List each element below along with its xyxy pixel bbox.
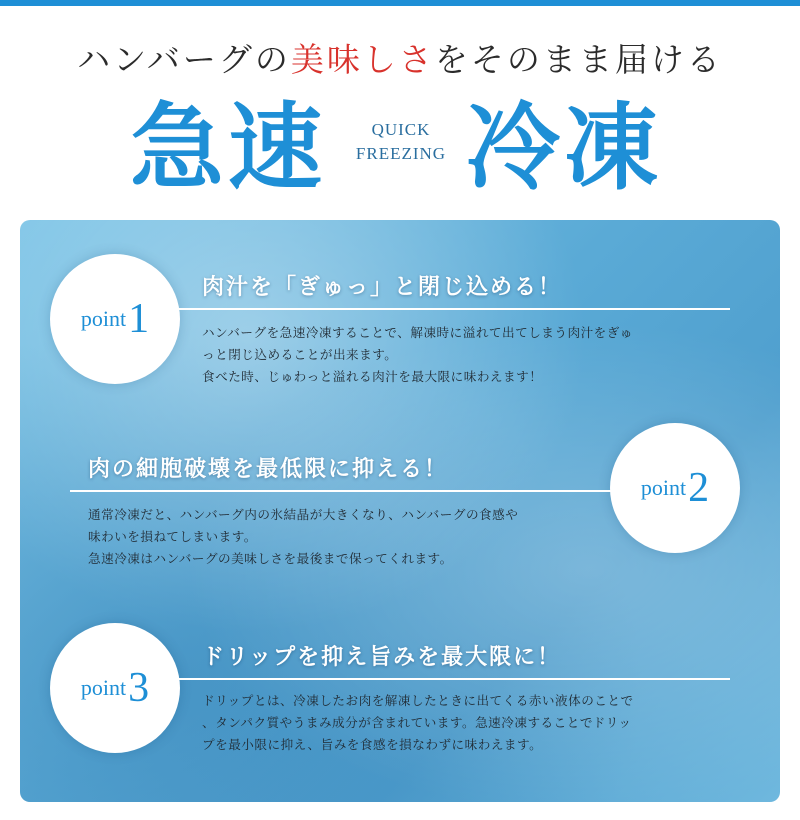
point-2-label: point	[640, 475, 687, 500]
hero-subtitle	[336, 118, 466, 166]
point-3-number: 3	[128, 665, 150, 711]
point-1-line-1: ハンバーグを急速冷凍することで、解凍時に溢れて出てしまう肉汁をぎゅ	[202, 325, 633, 340]
point-1-body	[202, 322, 633, 388]
point-3-label: point	[80, 675, 127, 700]
point-2-line-2: 味わいを損ねてしまいます。	[88, 529, 257, 544]
tagline-pre: ハンバーグの	[77, 40, 291, 79]
hero-subtitle-line2: FREEZING	[355, 144, 447, 163]
point-3-heading: ドリップを抑え旨みを最大限に！	[202, 645, 562, 670]
top-accent-bar	[0, 0, 800, 6]
tagline-accent: 美味しさ	[290, 40, 435, 79]
hero-subtitle-line1: QUICK	[371, 120, 431, 139]
point-2-number: 2	[688, 465, 710, 511]
tagline-post: をそのまま届ける	[434, 40, 723, 79]
hero-title	[0, 93, 800, 206]
point-2-line-1: 通常冷凍だと、ハンバーグ内の氷結晶が大きくなり、ハンバーグの食感や	[88, 507, 519, 522]
point-3-line-2: 、タンパク質やうまみ成分が含まれています。急速冷凍することでドリッ	[202, 715, 632, 730]
point-1-line-2: っと閉じ込めることが出来ます。	[202, 347, 398, 362]
point-3-line-1: ドリップとは、冷凍したお肉を解凍したときに出てくる赤い液体のことで	[202, 693, 634, 708]
point-1-line-3: 食べた時、じゅわっと溢れる肉汁を最大限に味わえます！	[202, 369, 543, 384]
point-3-badge	[50, 623, 180, 753]
tagline	[0, 34, 800, 81]
ice-panel	[20, 220, 780, 802]
point-3-line-3: プを最小限に抑え、旨みを食感を損なわずに味わえます。	[202, 737, 543, 752]
point-2-heading: 肉の細胞破壊を最低限に抑える！	[88, 457, 449, 482]
point-2-line-3: 急速冷凍はハンバーグの美味しさを最後まで保ってくれます。	[88, 551, 453, 566]
point-2-badge	[610, 423, 740, 553]
point-2-body	[88, 504, 518, 570]
point-3-body	[202, 690, 634, 756]
hero-title-right: 冷凍	[466, 93, 663, 203]
hero-title-left: 急速	[130, 93, 327, 203]
point-1-badge	[50, 254, 180, 384]
point-1-heading: 肉汁を「ぎゅっ」と閉じ込める！	[202, 275, 563, 300]
point-3-divider	[178, 678, 730, 680]
point-1-number: 1	[128, 296, 150, 342]
point-1-divider	[178, 308, 730, 310]
point-1-label: point	[80, 306, 127, 331]
point-2-divider	[70, 490, 626, 492]
